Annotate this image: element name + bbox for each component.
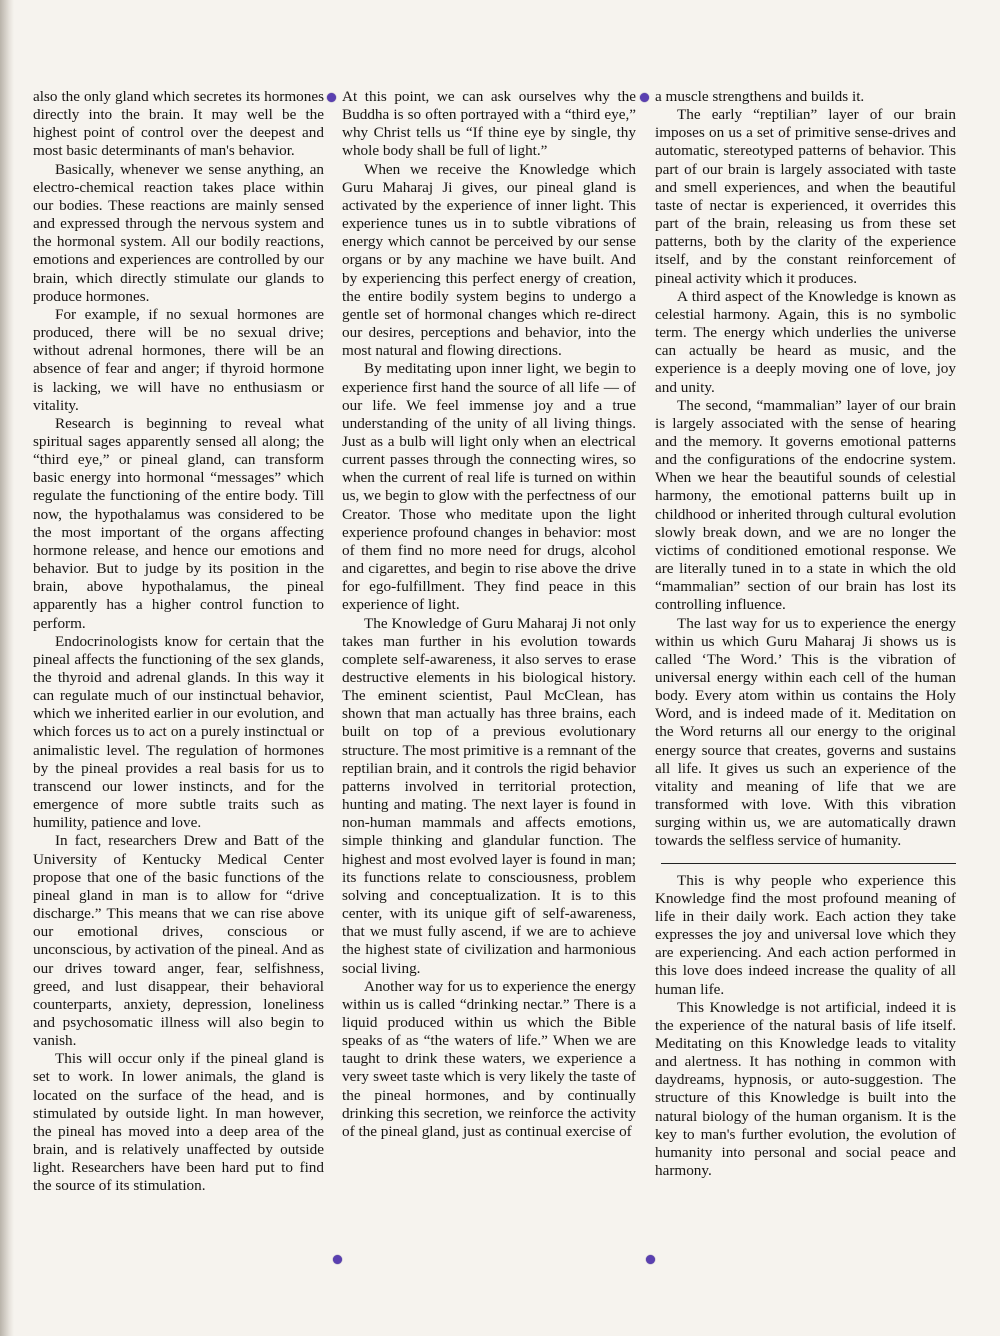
paragraph: also the only gland which secretes its hormones directly into the brain. It may well be the highest point of control over the deepest and most basic determinants of man's behavior.: [33, 88, 324, 160]
paragraph: a muscle strengthens and builds it.: [655, 88, 865, 105]
paragraph: The last way for us to experience the energy within us which Guru Maharaj Ji shows us is called ‘The Word.’ This is the vibration of universal energy within each cell of the human body. Every atom within us contains the Holy Word, and is indeed made of it. Meditation on the Word returns all our energy to the original energy source that creates, governs and sustains all life. It gives us such an experience of the vitality and meaning of life that we are transformed with love. With this vibration surging within us, we are automatically drawn towards the selfless service of humanity.: [655, 614, 956, 850]
paragraph: A third aspect of the Knowledge is known as celestial harmony. Again, this is no symbolic term. The energy which underlies the universe can actually be heard as music, and the experience is a deeply moving one of love, joy and unity.: [655, 287, 956, 396]
bullet-dot-icon: [333, 1255, 342, 1264]
bullet-dot-icon: [640, 93, 649, 102]
paragraph: When we receive the Knowledge which Guru Maharaj Ji gives, our pineal gland is activated by the experience of inner light. This experience tunes us in to subtle vibrations of energy which cannot be perceived by our sense organs or by any machine we have built. And by experiencing this perfect energy of creation, the entire bodily system begins to undergo a gentle set of hormonal changes which re-direct our desires, perceptions and behavior, into the most natural and flowing directions.: [342, 160, 636, 360]
paragraph: Research is beginning to reveal what spiritual sages apparently sensed all along; the “third eye,” or pineal gland, can transform basic energy into hormonal “messages” which regulate the functioning of the entire body. Till now, the hypothalamus was considered to be the most important of the organs affecting hormone release, and hence our emotions and behavior. But to judge by its position in the brain, above hypothalamus, the pineal apparently has a higher control function to perform.: [33, 414, 324, 632]
paragraph: For example, if no sexual hormones are produced, there will be no sexual drive; without adrenal hormones, there will be an absence of fear and anger; if thyroid hormone is lacking, we will have no enthusiasm or vitality.: [33, 305, 324, 414]
text-column-1: [33, 88, 324, 1278]
bullet-dot-icon: [646, 1255, 655, 1264]
paragraph: Endocrinologists know for certain that the pineal affects the functioning of the sex glands, the thyroid and adrenal glands. In this way it can regulate much of our instinctual behavior, which we inherited earlier in our evolution, and which forces us to act on a purely instinctual or animalistic level. The regulation of hormones by the pineal provides a real basis for us to transcend our lower instincts, and for the emergence of more subtle traits such as humility, patience and love.: [33, 632, 324, 832]
paragraph: This is why people who experience this Knowledge find the most profound meaning of life in their daily work. Each action they take expresses the joy and universal love which they are experiencing. And each action performed in this love does indeed increase the quality of all human life.: [655, 871, 956, 998]
paragraph: This Knowledge is not artificial, indeed it is the experience of the natural basis of life itself. Meditating on this Knowledge leads to vitality and alertness. It has nothing in common with daydreams, hypnosis, or auto-suggestion. The structure of this Knowledge is built into the natural biology of the human organism. It is the key to man's further evolution, the evolution of humanity into personal and social peace and harmony.: [655, 998, 956, 1180]
paragraph: Another way for us to experience the energy within us is called “drinking nectar.” There is a liquid produced within us which the Bible speaks of as “the waters of life.” When we are taught to drink these waters, we experience a very sweet taste which is very likely the taste of the pineal hormones, and by continually drinking this secretion, we reinforce the activity of the pineal gland, just as continual exercise of: [342, 977, 636, 1140]
paragraph: This will occur only if the pineal gland is set to work. In lower animals, the gland is located on the surface of the head, and is stimulated by outside light. In man however, the pineal has moved into a deep area of the brain, and is relatively unaffected by outside light. Researchers have been hard put to find the source of its stimulation.: [33, 1050, 324, 1195]
paragraph: The Knowledge of Guru Maharaj Ji not only takes man further in his evolution towards complete self-awareness, it also serves to erase destructive elements in his biological history. The eminent scientist, Paul McClean, has shown that man actually has three brains, each built on top of a previous evolutionary structure. The most primitive is a remnant of the reptilian brain, and it controls the rigid behavior patterns involved in territorial protection, hunting and mating. The next layer is found in non-human mammals and affects emotions, simple thinking and glandular function. The highest and most evolved layer is found in man; its functions relate to consciousness, problem solving and conceptualization. It is to this center, with its unique gift of self-awareness, that we must fully ascend, if we are to achieve the highest state of civilization and harmonious social living.: [342, 614, 636, 977]
text-column-3: [655, 88, 956, 1278]
section-divider-rule: [661, 863, 956, 864]
page-binding-edge: [0, 0, 14, 1336]
paragraph: The early “reptilian” layer of our brain imposes on us a set of primitive sense-drives and automatic, stereotyped patterns of behavior. This part of our brain is largely associated with taste and smell experiences, and when the beautiful taste of nectar is experienced, it overrides this part of the brain, releasing us from these set patterns, both by the clarity of the experience itself, and by the constant reinforcement of pineal activity which it produces.: [655, 106, 956, 287]
paragraph: Basically, whenever we sense anything, an electro-chemical reaction takes place within our bodies. These reactions are mainly sensed and expressed through the nervous system and the hormonal system. All our bodily reactions, emotions and experiences are controlled by our brain, which directly stimulate our glands to produce hormones.: [33, 160, 324, 305]
paragraph: The second, “mammalian” layer of our brain is largely associated with the sense of hearing and the memory. It governs emotional patterns and the configurations of the endocrine system. When we hear the beautiful sounds of celestial harmony, the emotional patterns built up in childhood or inherited through cultural evolution slowly break down, and we are no longer the victims of conditioned emotional response. We are literally tuned in to a state in which the old “mammalian” section of our brain has lost its controlling influence.: [655, 396, 956, 614]
paragraph: At this point, we can ask ourselves why the Buddha is so often portrayed with a “third eye,” why Christ tells us “If thine eye by single, thy whole body shall be full of light.”: [342, 88, 636, 160]
text-column-2: [342, 88, 636, 1278]
paragraph: In fact, researchers Drew and Batt of the University of Kentucky Medical Center propose that one of the basic functions of the pineal gland in man is to allow for “drive discharge.” This means that we can rise above our emotional drives, conscious or unconscious, by activation of the pineal. And as our drives toward anger, fear, selfishness, greed, and lust disappear, their behavioral counterparts, anxiety, depression, loneliness and psychosomatic illness will also begin to vanish.: [33, 832, 324, 1050]
paragraph: By meditating upon inner light, we begin to experience first hand the source of all life — of our life. We feel immense joy and a true understanding of the unity of all living things. Just as a bulb will light only when an electrical current passes through the connecting wires, so when the current of real life is turned on within us, we begin to glow with the perfectness of our Creator. Those who meditate upon the light experience profound changes in behavior: most of them find no more need for drugs, alcohol and cigarettes, and begin to rise above the drive for ego-fulfillment. They find peace in this experience of light.: [342, 360, 636, 614]
bullet-dot-icon: [327, 93, 336, 102]
